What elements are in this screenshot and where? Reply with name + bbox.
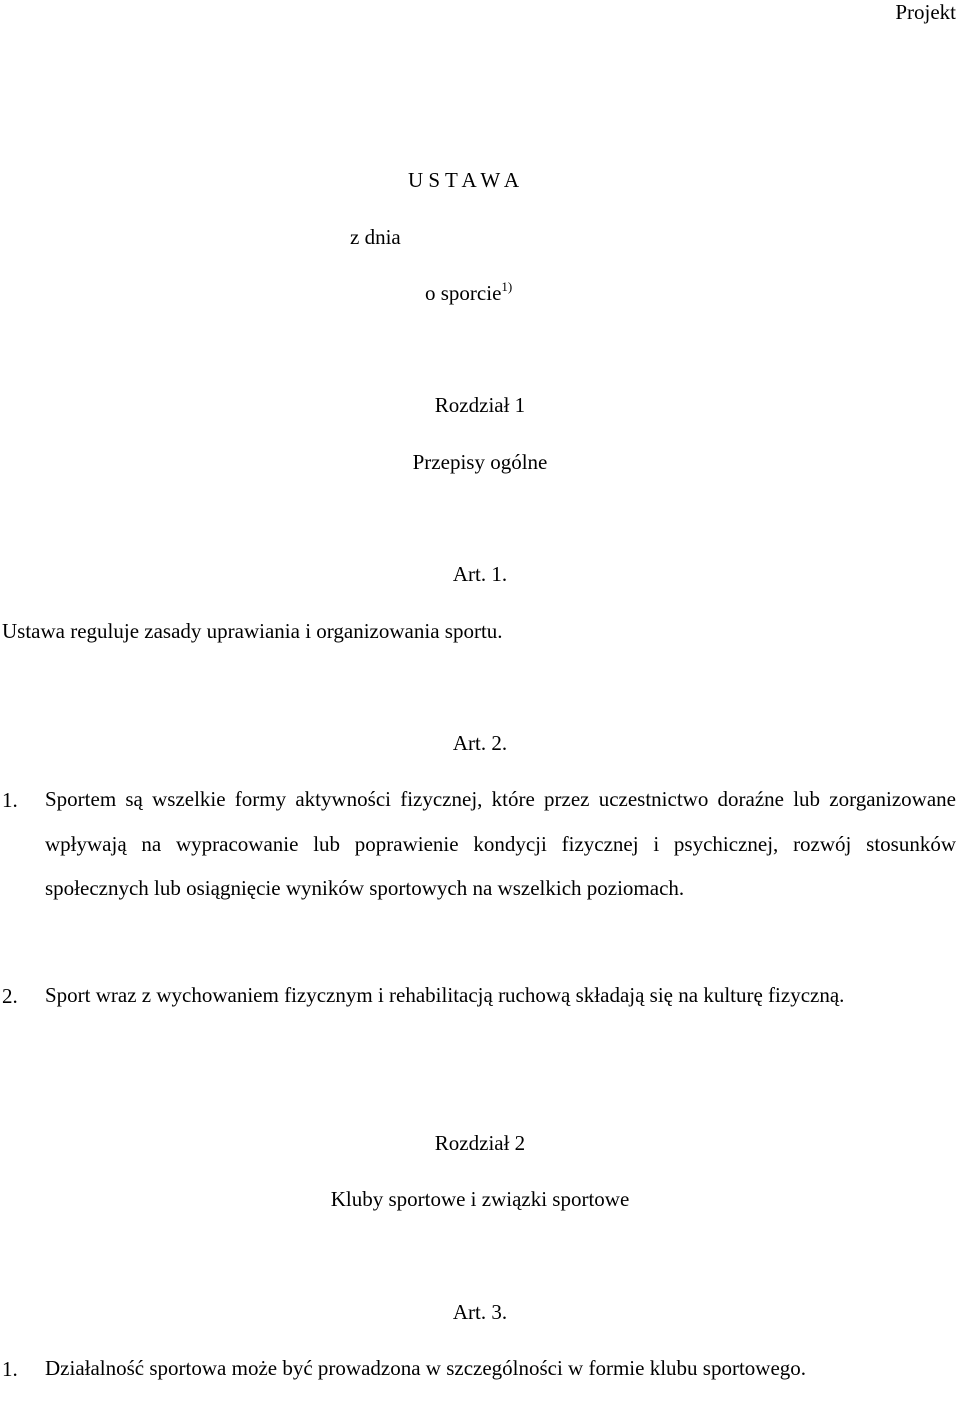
chapter-1-heading: Rozdział 1 <box>434 393 526 417</box>
article-2-item-1-number: 1. <box>2 788 18 812</box>
article-2-heading: Art. 2. <box>452 731 508 755</box>
project-label: Projekt <box>895 0 956 24</box>
chapter-1-title: Przepisy ogólne <box>412 450 548 474</box>
article-2-item-1-text: Sportem są wszelkie formy aktywności fizycznej, które przez uczestnictwo doraźne lub zorganizowane wpływają na wypracowanie lub poprawienie kondycji fizycznej i psychicznej, rozwój stosunków społecznych lub osiągnięcie wyników sportowych na wszelkich poziomach. <box>45 787 956 900</box>
article-3-item-1-text: Działalność sportowa może być prowadzona w szczególności w formie klubu sportowego. <box>45 1356 807 1380</box>
article-1-heading: Art. 1. <box>452 562 508 586</box>
article-2-item-2-number: 2. <box>2 984 18 1008</box>
chapter-2-heading: Rozdział 2 <box>434 1131 526 1155</box>
act-subject-text: o sporcie <box>425 281 502 305</box>
footnote-reference[interactable]: 1) <box>501 279 513 294</box>
act-type-heading: U S T A W A <box>408 168 520 192</box>
article-2-item-2-text: Sport wraz z wychowaniem fizycznym i rehabilitacją ruchową składają się na kulturę fizyczną. <box>45 983 845 1007</box>
act-subject <box>425 281 512 306</box>
chapter-2-title: Kluby sportowe i związki sportowe <box>330 1187 630 1211</box>
article-3-heading: Art. 3. <box>452 1300 508 1324</box>
date-line: z dnia <box>350 225 401 249</box>
article-1-text: Ustawa reguluje zasady uprawiania i organizowania sportu. <box>2 619 503 643</box>
article-3-item-1-number: 1. <box>2 1357 18 1381</box>
